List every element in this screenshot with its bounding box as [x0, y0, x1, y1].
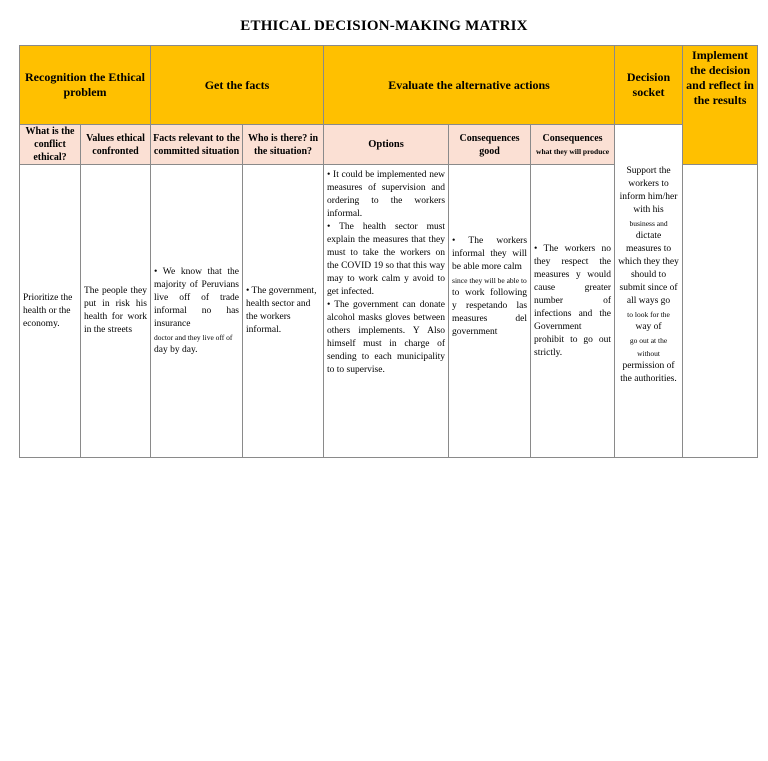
subheader-who: Who is there? in the situation?	[243, 125, 324, 165]
header-facts: Get the facts	[151, 46, 324, 125]
cell-consequences-bad: • The workers no they respect the measures y would cause greater number of infections and the Government prohibit to go out strictly.	[531, 165, 615, 458]
cell-decision: Support the workers to inform him/her with his business and dictate measures to which they they should to submit since of all ways go to look for the way of go out at the without permission of the authorities.	[615, 165, 683, 458]
subheader-options: Options	[324, 125, 449, 165]
option-1: • It could be implemented new measures of supervision and ordering to the workers informal.	[327, 169, 445, 221]
header-implement: Implement the decision and reflect in the results	[683, 46, 758, 165]
ethical-matrix-table	[19, 45, 758, 458]
page-title: ETHICAL DECISION-MAKING MATRIX	[240, 18, 528, 34]
cell-conflict: Prioritize the health or the economy.	[20, 165, 81, 458]
subheader-facts-relevant: Facts relevant to the committed situation	[151, 125, 243, 165]
decision-subheader-empty	[615, 125, 683, 165]
subheader-consequences-good: Consequences good	[449, 125, 531, 165]
cell-consequences-good: • The workers informal they will be able more calm since they will be able to to work following y respetando las measures del government	[449, 165, 531, 458]
cell-facts: • We know that the majority of Peruvians live off of trade informal no has insurance doctor and they live off of day by day.	[151, 165, 243, 458]
subheader-conflict: What is the conflict ethical?	[20, 125, 81, 165]
cell-values: The people they put in risk his health for work in the streets	[81, 165, 151, 458]
header-recognition: Recognition the Ethical problem	[20, 46, 151, 125]
subheader-consequences-bad: Consequences what they will produce	[531, 125, 615, 165]
cell-implement	[683, 165, 758, 458]
subheader-values: Values ethical confronted	[81, 125, 151, 165]
option-2: • The health sector must explain the measures that they must to take the workers on the COVID 19 so that this way may to work calm y avoid to get infected.	[327, 221, 445, 299]
header-evaluate: Evaluate the alternative actions	[324, 46, 615, 125]
cell-who: • The government, health sector and the workers informal.	[243, 165, 324, 458]
header-decision: Decision socket	[615, 46, 683, 125]
cell-options	[324, 165, 449, 458]
option-3: • The government can donate alcohol masks gloves between others implements. Y Also himself must in charge of sending to each municipality to to supervise.	[327, 299, 445, 377]
